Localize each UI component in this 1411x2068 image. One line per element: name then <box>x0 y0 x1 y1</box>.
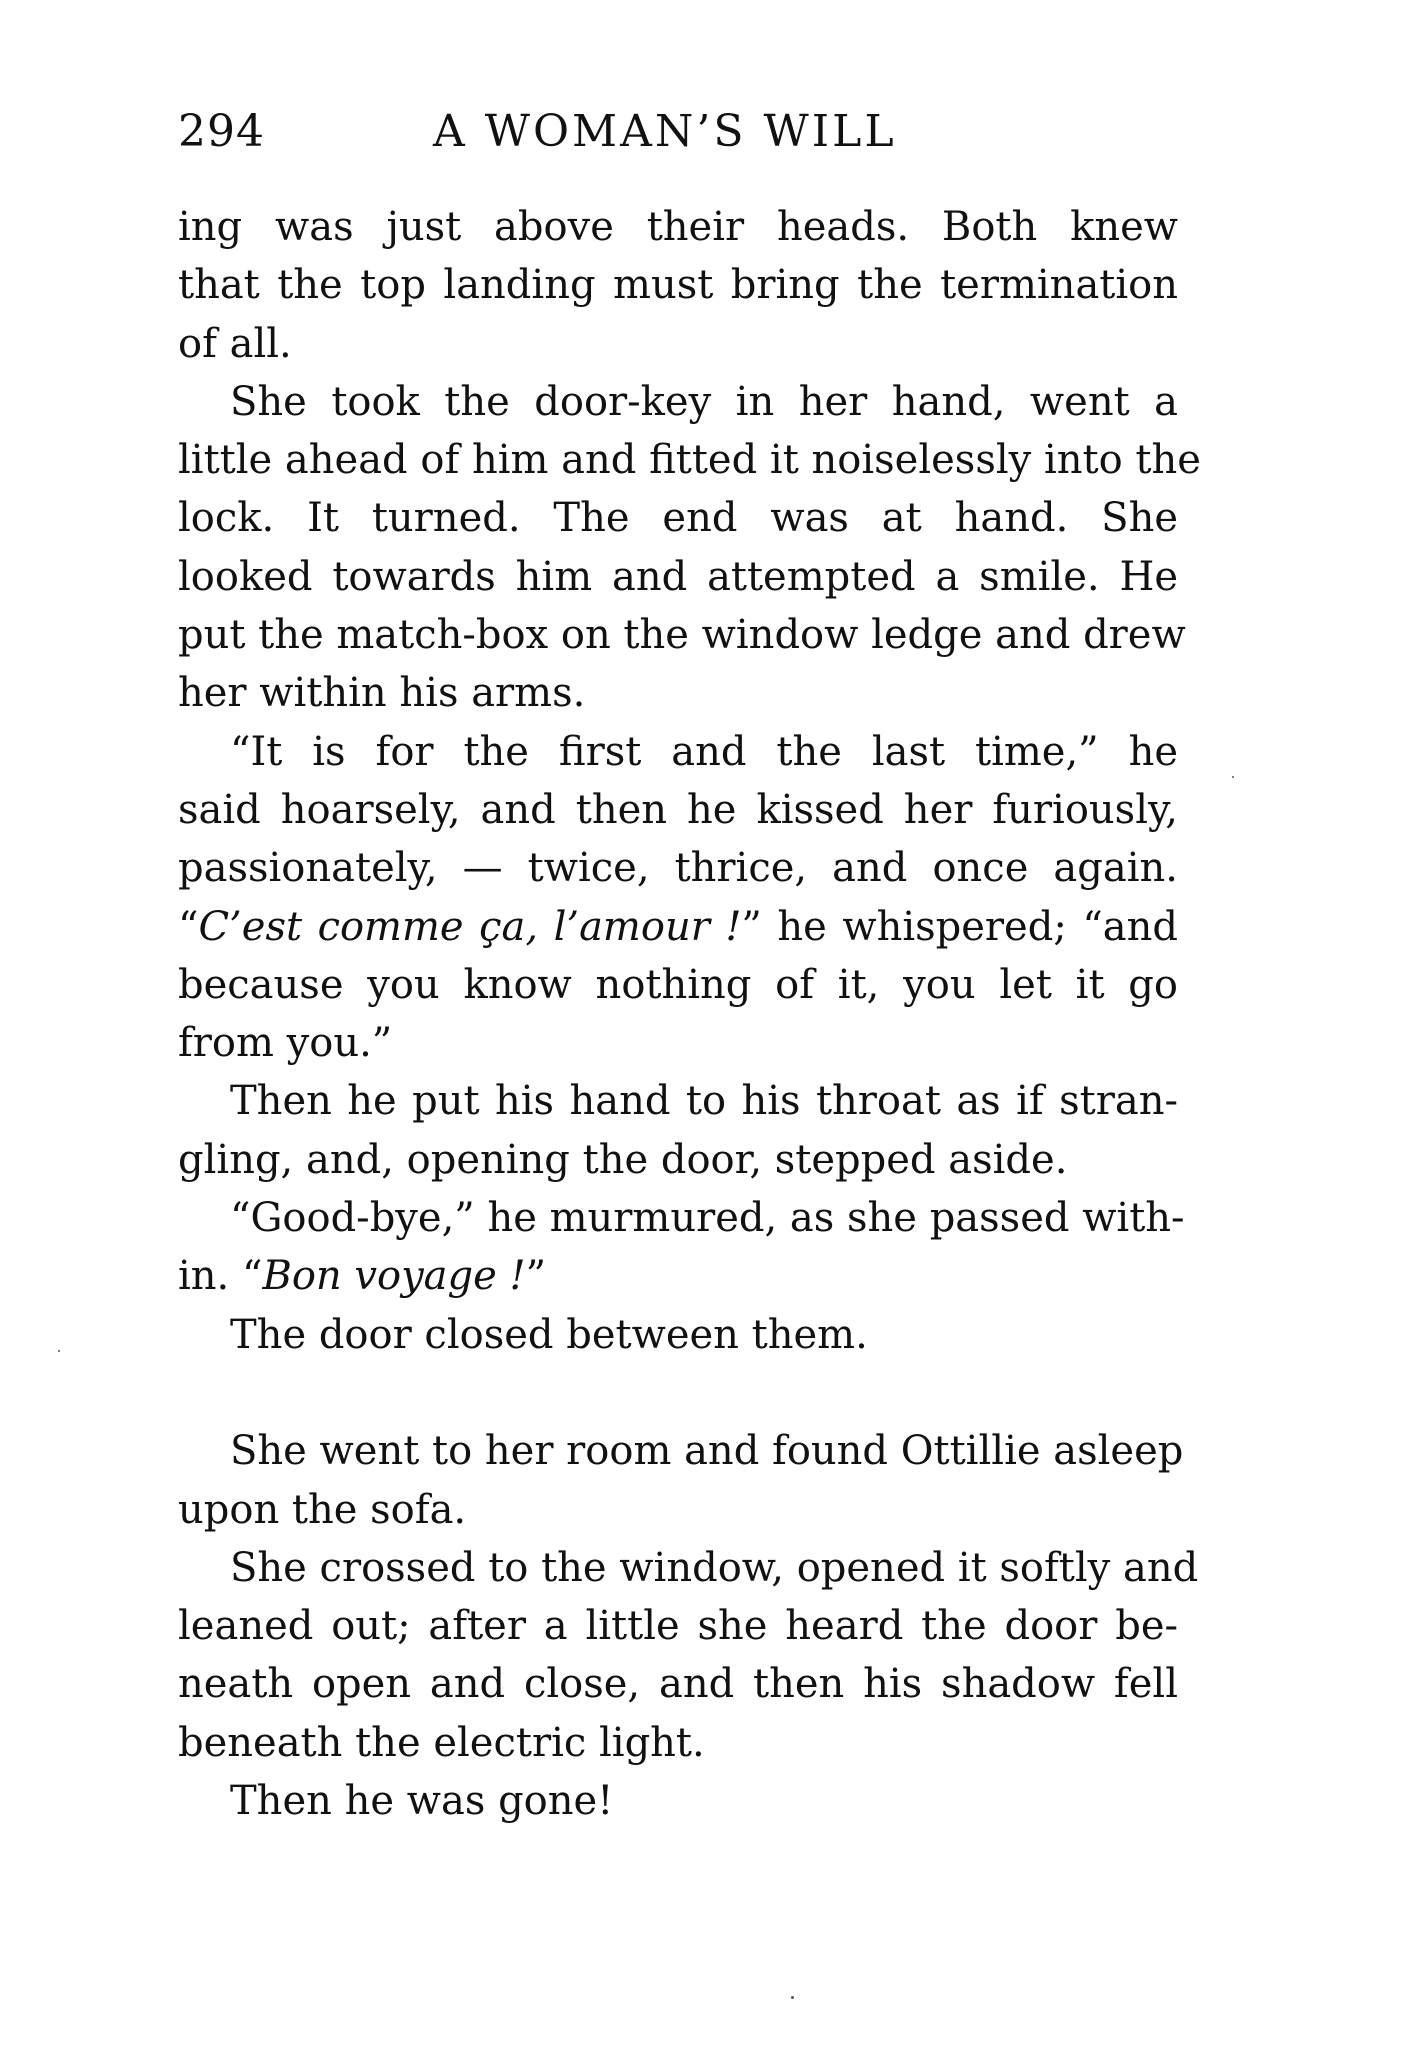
text-line: The door closed between them. <box>230 1311 868 1358</box>
text-line: She went to her room and found Ottillie asleep <box>230 1428 1184 1475</box>
text-line: leaned out; after a little she heard the door be- <box>178 1603 1178 1650</box>
text-line: Then he was gone! <box>230 1778 614 1825</box>
text-line: gling, and, opening the door, stepped aside. <box>178 1136 1068 1183</box>
text-line: She took the door-key in her hand, went a <box>230 378 1178 425</box>
text-line: passionately, — twice, thrice, and once again. <box>178 845 1178 892</box>
book-title: A WOMAN’S WILL <box>433 106 897 157</box>
text-line: “It is for the first and the last time,” he <box>230 728 1178 775</box>
body-text <box>178 198 1201 1830</box>
quote-close: ” <box>525 1253 547 1300</box>
text-line: “Good-bye,” he murmured, as she passed with- <box>230 1195 1185 1242</box>
italic-phrase: C’est comme ça, l’amour ! <box>198 903 742 950</box>
text-line: of all. <box>178 320 292 367</box>
text-line: She crossed to the window, opened it softly and <box>230 1544 1199 1591</box>
text-line: that the top landing must bring the termination <box>178 262 1178 309</box>
text-line: put the match-box on the window ledge and drew <box>178 612 1186 659</box>
paper-speck <box>58 1350 60 1352</box>
italic-phrase: Bon voyage ! <box>262 1253 526 1300</box>
text-line: neath open and close, and then his shadow fell <box>178 1661 1178 1708</box>
running-head <box>178 104 1178 160</box>
text-line: lock. It turned. The end was at hand. She <box>178 495 1178 542</box>
text-line: her within his arms. <box>178 670 586 717</box>
text-line <box>178 1247 1178 1305</box>
paper-speck <box>1232 776 1234 778</box>
quote-open: “ <box>178 903 199 950</box>
text-line: said hoarsely, and then he kissed her furiously, <box>178 786 1178 833</box>
text-line: because you know nothing of it, you let it go <box>178 961 1178 1008</box>
text-line: ing was just above their heads. Both knew <box>178 204 1178 250</box>
quote-close: ” he whispered; “and <box>741 903 1178 950</box>
text-line: looked towards him and attempted a smile. He <box>178 553 1178 600</box>
page-number: 294 <box>178 106 265 157</box>
text-line: from you.” <box>178 1020 393 1067</box>
text-line <box>178 898 1178 956</box>
section-break <box>178 1364 1178 1422</box>
text-line: little ahead of him and fitted it noiselessly into the <box>178 437 1201 484</box>
quote-open: in. “ <box>178 1253 263 1300</box>
text-line: Then he put his hand to his throat as if stran- <box>230 1078 1178 1125</box>
paper-speck <box>791 1996 794 1999</box>
text-line: beneath the electric light. <box>178 1719 705 1766</box>
text-line: upon the sofa. <box>178 1486 467 1533</box>
